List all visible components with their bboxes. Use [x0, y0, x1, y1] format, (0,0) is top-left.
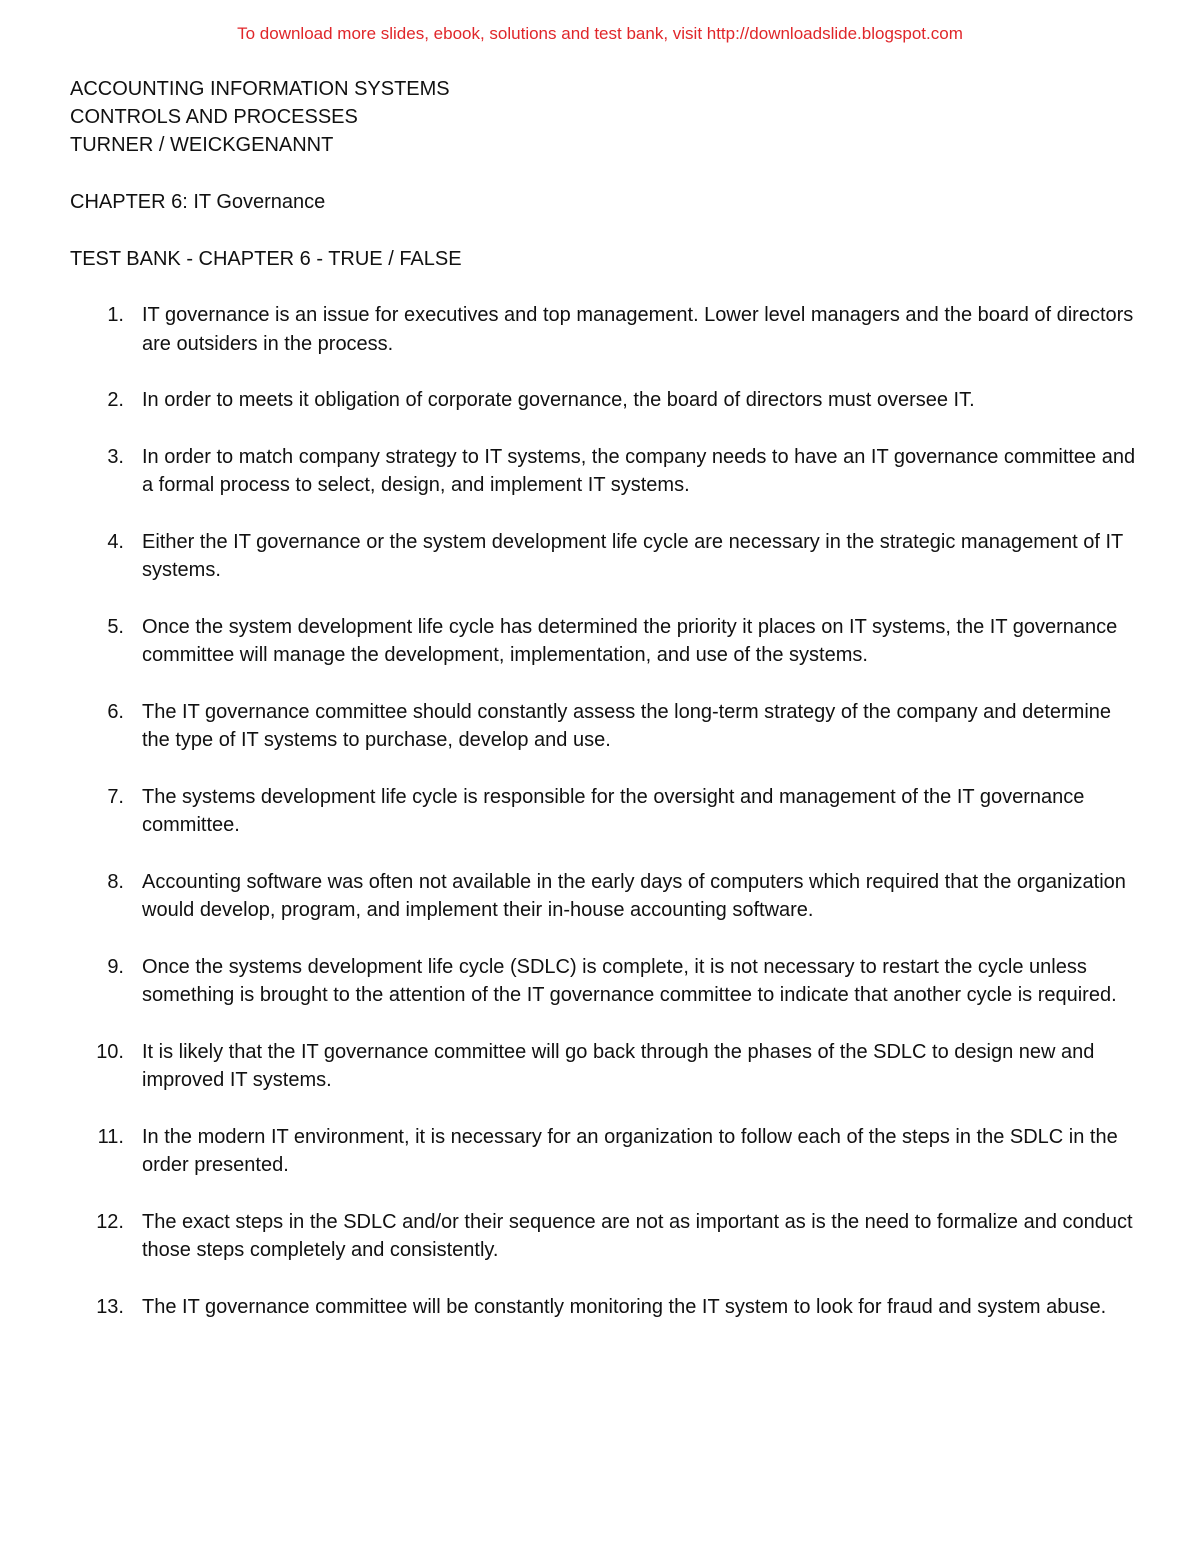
question-number: 3. — [107, 445, 124, 468]
question-list — [70, 301, 1140, 1349]
question-item — [70, 783, 1140, 840]
question-item — [70, 1123, 1140, 1180]
question-number: 9. — [107, 955, 124, 978]
question-text: Once the systems development life cycle (SDLC) is complete, it is not necessary to restart the cycle unless something is brought to the attention of the IT governance committee to indicate that another cycle is required. — [142, 955, 1117, 1006]
question-text: Either the IT governance or the system development life cycle are necessary in the strategic management of IT systems. — [142, 530, 1123, 581]
question-item — [70, 301, 1140, 358]
book-authors: TURNER / WEICKGENANNT — [70, 134, 334, 156]
question-text: The systems development life cycle is responsible for the oversight and management of the IT governance committee. — [142, 785, 1085, 836]
question-text: IT governance is an issue for executives and top management. Lower level managers and the board of directors are outsiders in the process. — [142, 304, 1134, 355]
question-item — [70, 1293, 1140, 1322]
question-text: The IT governance committee will be constantly monitoring the IT system to look for fraud and system abuse. — [142, 1295, 1107, 1318]
question-item — [70, 953, 1140, 1010]
section-title: TEST BANK - CHAPTER 6 - TRUE / FALSE — [70, 248, 462, 270]
question-text: In order to match company strategy to IT systems, the company needs to have an IT governance committee and a formal process to select, design, and implement IT systems. — [142, 445, 1136, 496]
question-number: 4. — [107, 530, 124, 553]
question-item — [70, 528, 1140, 585]
question-text: In order to meets it obligation of corporate governance, the board of directors must oversee IT. — [142, 389, 975, 411]
question-item — [70, 1038, 1140, 1095]
question-number: 5. — [107, 615, 124, 638]
question-item — [70, 613, 1140, 670]
question-item — [70, 386, 1140, 415]
question-text: The exact steps in the SDLC and/or their sequence are not as important as is the need to formalize and conduct those steps completely and consistently. — [142, 1210, 1133, 1261]
question-text: Accounting software was often not available in the early days of computers which required that the organization would develop, program, and implement their in-house accounting software. — [142, 870, 1126, 921]
question-item — [70, 443, 1140, 500]
book-subtitle: CONTROLS AND PROCESSES — [70, 106, 358, 128]
book-title: ACCOUNTING INFORMATION SYSTEMS — [70, 78, 450, 100]
question-number: 1. — [107, 304, 124, 326]
question-text: Once the system development life cycle has determined the priority it places on IT systems, the IT governance committee will manage the development, implementation, and use of the systems. — [142, 615, 1118, 666]
chapter-title: CHAPTER 6: IT Governance — [70, 191, 326, 213]
question-item — [70, 1208, 1140, 1265]
question-text: It is likely that the IT governance committee will go back through the phases of the SDLC to design new and improved IT systems. — [142, 1040, 1095, 1091]
question-item — [70, 868, 1140, 925]
question-number: 6. — [107, 700, 124, 723]
download-banner: To download more slides, ebook, solutions and test bank, visit http://downloadslide.blogspot.com — [237, 24, 963, 43]
question-number: 12. — [96, 1210, 124, 1233]
question-number: 2. — [107, 389, 124, 411]
question-number: 13. — [96, 1295, 124, 1318]
question-number: 11. — [97, 1125, 124, 1148]
question-item — [70, 698, 1140, 755]
question-text: In the modern IT environment, it is necessary for an organization to follow each of the steps in the SDLC in the order presented. — [142, 1125, 1118, 1176]
question-number: 7. — [107, 785, 124, 808]
document-header — [70, 75, 450, 159]
question-text: The IT governance committee should constantly assess the long-term strategy of the company and determine the type of IT systems to purchase, develop and use. — [142, 700, 1112, 751]
question-number: 8. — [107, 870, 124, 893]
question-number: 10. — [96, 1040, 124, 1063]
